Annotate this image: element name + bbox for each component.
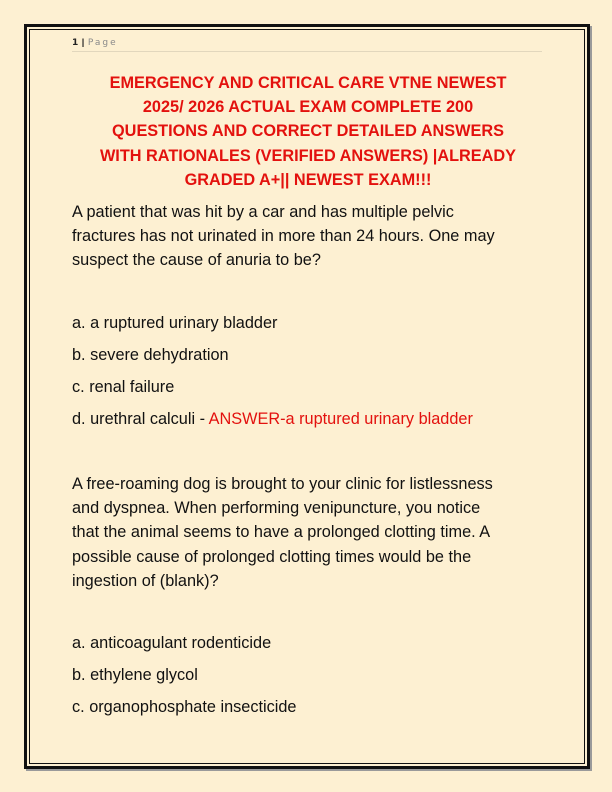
page-header [72,36,542,52]
question-line: suspect the cause of anuria to be? [72,251,321,270]
title-line: EMERGENCY AND CRITICAL CARE VTNE NEWEST [109,74,507,92]
title-line: WITH RATIONALES (VERIFIED ANSWERS) |ALREADY [99,146,517,165]
question-2-text [72,472,552,593]
question-line: and dyspnea. When performing venipuncture, you notice [72,499,481,518]
question-line: that the animal seems to have a prolonged clotting time. A [72,523,491,542]
page-label: Page [87,38,118,48]
question-line: fractures has not urinated in more than 24 hours. One may [72,227,495,246]
question-1-option-a: a. a ruptured urinary bladder [72,314,278,332]
question-line: possible cause of prolonged clotting times would be the [72,547,472,566]
question-line: ingestion of (blank)? [72,571,219,590]
question-2-option-a: a. anticoagulant rodenticide [72,634,272,652]
question-2-option-b: b. ethylene glycol [72,666,198,684]
title-line: GRADED A+|| NEWEST EXAM!!! [184,170,432,189]
question-2-option-c: c. organophosphate insecticide [72,698,297,716]
question-line: A free-roaming dog is brought to your clinic for listlessness [72,475,493,493]
question-1-option-b: b. severe dehydration [72,346,229,364]
question-1-option-d [72,409,473,429]
page-separator: | [81,37,85,47]
title-line: 2025/ 2026 ACTUAL EXAM COMPLETE 200 [142,98,474,117]
answer-text: ANSWER-a ruptured urinary bladder [208,410,473,428]
question-line: A patient that was hit by a car and has multiple pelvic [72,203,454,221]
title-line: QUESTIONS AND CORRECT DETAILED ANSWERS [112,122,504,141]
option-d-text: d. urethral calculi - [72,410,209,428]
question-1-text [72,200,552,273]
question-1-option-c: c. renal failure [72,378,175,396]
page-number: 1 [72,38,79,48]
document-title [66,71,550,192]
